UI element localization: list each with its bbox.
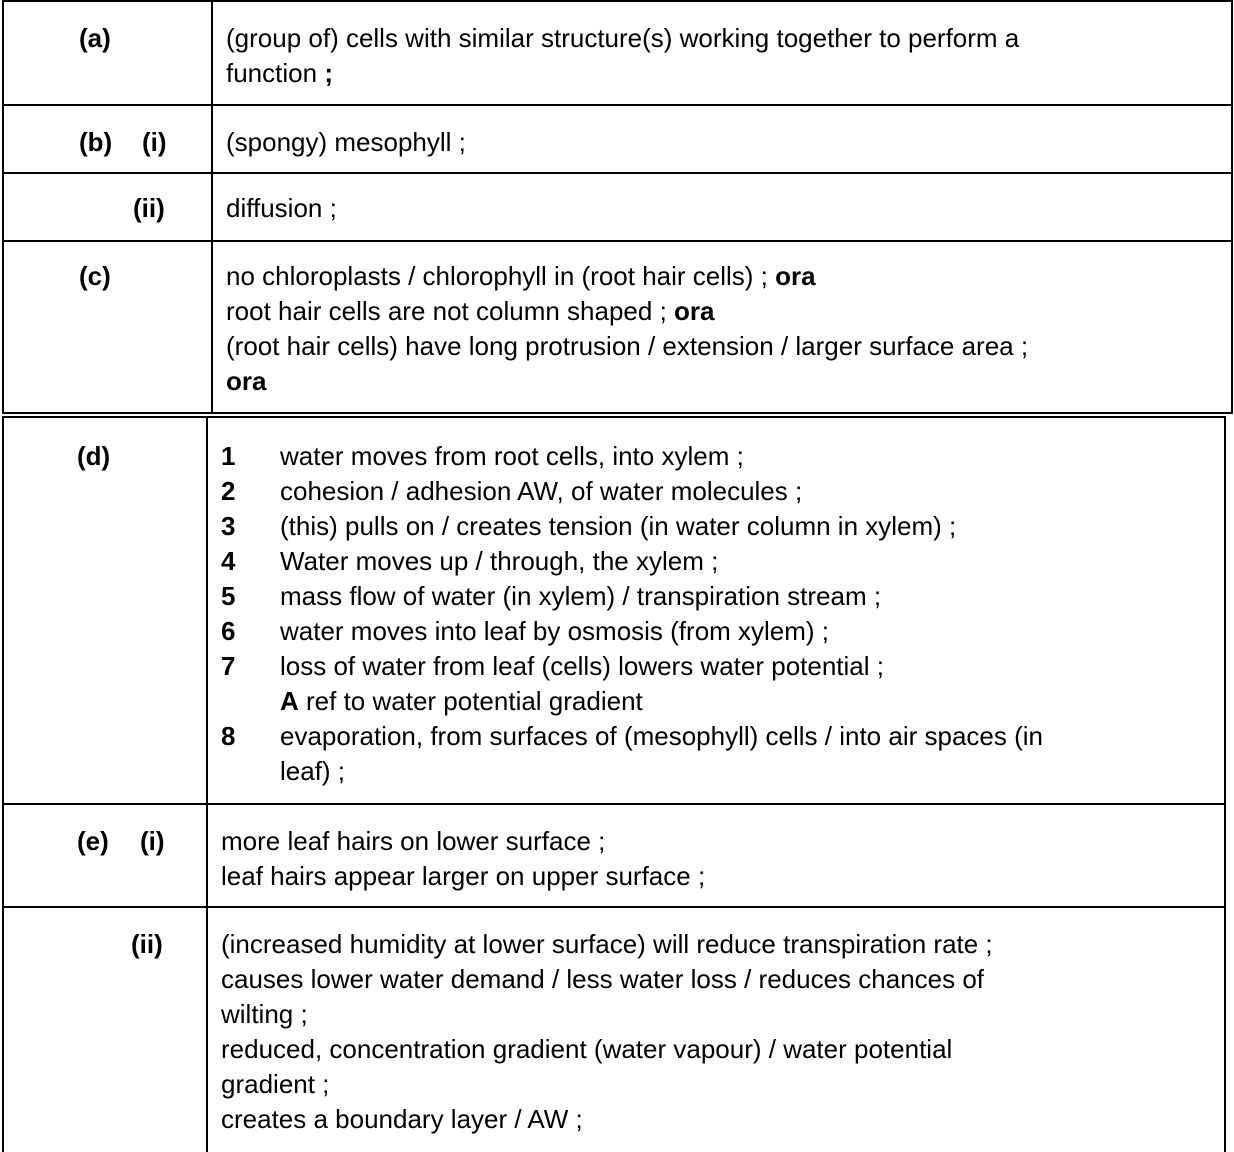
answer-line: (spongy) mesophyll ;: [226, 127, 466, 157]
mark-point-text: (this) pulls on / creates tension (in water column in xylem) ;: [280, 511, 957, 541]
mark-point-text: cohesion / adhesion AW, of water molecules ;: [280, 476, 803, 506]
answer-line: root hair cells are not column shaped ; ora: [226, 296, 715, 326]
mark-point-7: [221, 649, 1043, 684]
ora-marker: ora: [674, 296, 715, 326]
mark-point-text: mass flow of water (in xylem) / transpiration stream ;: [280, 581, 882, 611]
answer-line: reduced, concentration gradient (water vapour) / water potential: [221, 1034, 953, 1064]
question-label-a: (a): [79, 23, 111, 53]
mark-point-number: 3: [221, 511, 236, 541]
answer-line: (group of) cells with similar structure(s) working together to perform a: [226, 23, 1020, 53]
answer-line: no chloroplasts / chlorophyll in (root hair cells) ; ora: [226, 261, 816, 291]
mark-point-1: [221, 439, 1043, 474]
answer-line: causes lower water demand / less water loss / reduces chances of: [221, 964, 985, 994]
question-sublabel-ii: (ii): [133, 193, 165, 223]
mark-point-4: [221, 544, 1043, 579]
answer-line: gradient ;: [221, 1069, 330, 1099]
answer-line: (root hair cells) have long protrusion / extension / larger surface area ;: [226, 331, 1029, 361]
answer-part-a: [226, 21, 1019, 91]
question-sublabel-i: (i): [140, 826, 165, 856]
mark-point-number: 6: [221, 616, 236, 646]
answer-line: wilting ;: [221, 999, 308, 1029]
ora-marker: ora: [226, 366, 267, 396]
answer-line: leaf hairs appear larger on upper surface ;: [221, 861, 706, 891]
mark-point-number: 8: [221, 721, 236, 751]
question-label-b: (b): [79, 127, 113, 157]
answer-part-b-i: [226, 125, 466, 160]
mark-point-2: [221, 474, 1043, 509]
accept-marker: A: [280, 686, 299, 716]
row-part-e-ii: [4, 906, 1224, 1152]
answer-part-e-ii: [221, 927, 993, 1137]
accept-note-text: ref to water potential gradient: [298, 686, 643, 716]
row-part-d: [4, 418, 1224, 803]
answer-part-c: [226, 259, 1028, 399]
answer-part-d: [221, 439, 1043, 789]
mark-point-8-continued: [221, 754, 1043, 789]
row-part-b-i: [4, 104, 1231, 174]
mark-point-number: 5: [221, 581, 236, 611]
question-sublabel-i: (i): [142, 127, 167, 157]
mark-point-number: 2: [221, 476, 236, 506]
answer-line: (increased humidity at lower surface) will reduce transpiration rate ;: [221, 929, 993, 959]
mark-point-text: Water moves up / through, the xylem ;: [280, 546, 719, 576]
answer-line-semicolon: ;: [324, 58, 333, 88]
answer-line: diffusion ;: [226, 193, 337, 223]
mark-point-text: water moves into leaf by osmosis (from xylem) ;: [280, 616, 830, 646]
mark-scheme-table-upper: [2, 0, 1233, 414]
answer-part-b-ii: [226, 191, 337, 226]
mark-point-text: evaporation, from surfaces of (mesophyll) cells / into air spaces (in: [280, 721, 1043, 751]
mark-point-3: [221, 509, 1043, 544]
answer-line: function ;: [226, 58, 333, 88]
mark-point-5: [221, 579, 1043, 614]
question-label-c: (c): [79, 261, 111, 291]
question-label-e: (e): [77, 826, 109, 856]
mark-point-number: 7: [221, 651, 236, 681]
mark-point-text: leaf) ;: [280, 756, 346, 786]
mark-point-8: [221, 719, 1043, 754]
row-part-b-ii: [4, 172, 1231, 242]
mark-scheme-table-lower: [2, 416, 1226, 1152]
answer-line: more leaf hairs on lower surface ;: [221, 826, 606, 856]
question-sublabel-ii: (ii): [131, 929, 163, 959]
row-part-e-i: [4, 803, 1224, 908]
mark-point-text: loss of water from leaf (cells) lowers water potential ;: [280, 651, 884, 681]
mark-point-6: [221, 614, 1043, 649]
mark-point-number: 1: [221, 441, 236, 471]
question-label-d: (d): [77, 441, 111, 471]
answer-part-e-i: [221, 824, 705, 894]
row-part-a: [4, 2, 1231, 104]
mark-point-number: 4: [221, 546, 236, 576]
answer-line: creates a boundary layer / AW ;: [221, 1104, 583, 1134]
row-part-c: [4, 240, 1231, 414]
ora-marker: ora: [775, 261, 816, 291]
mark-point-7-note: [221, 684, 1043, 719]
mark-point-text: water moves from root cells, into xylem ;: [280, 441, 744, 471]
